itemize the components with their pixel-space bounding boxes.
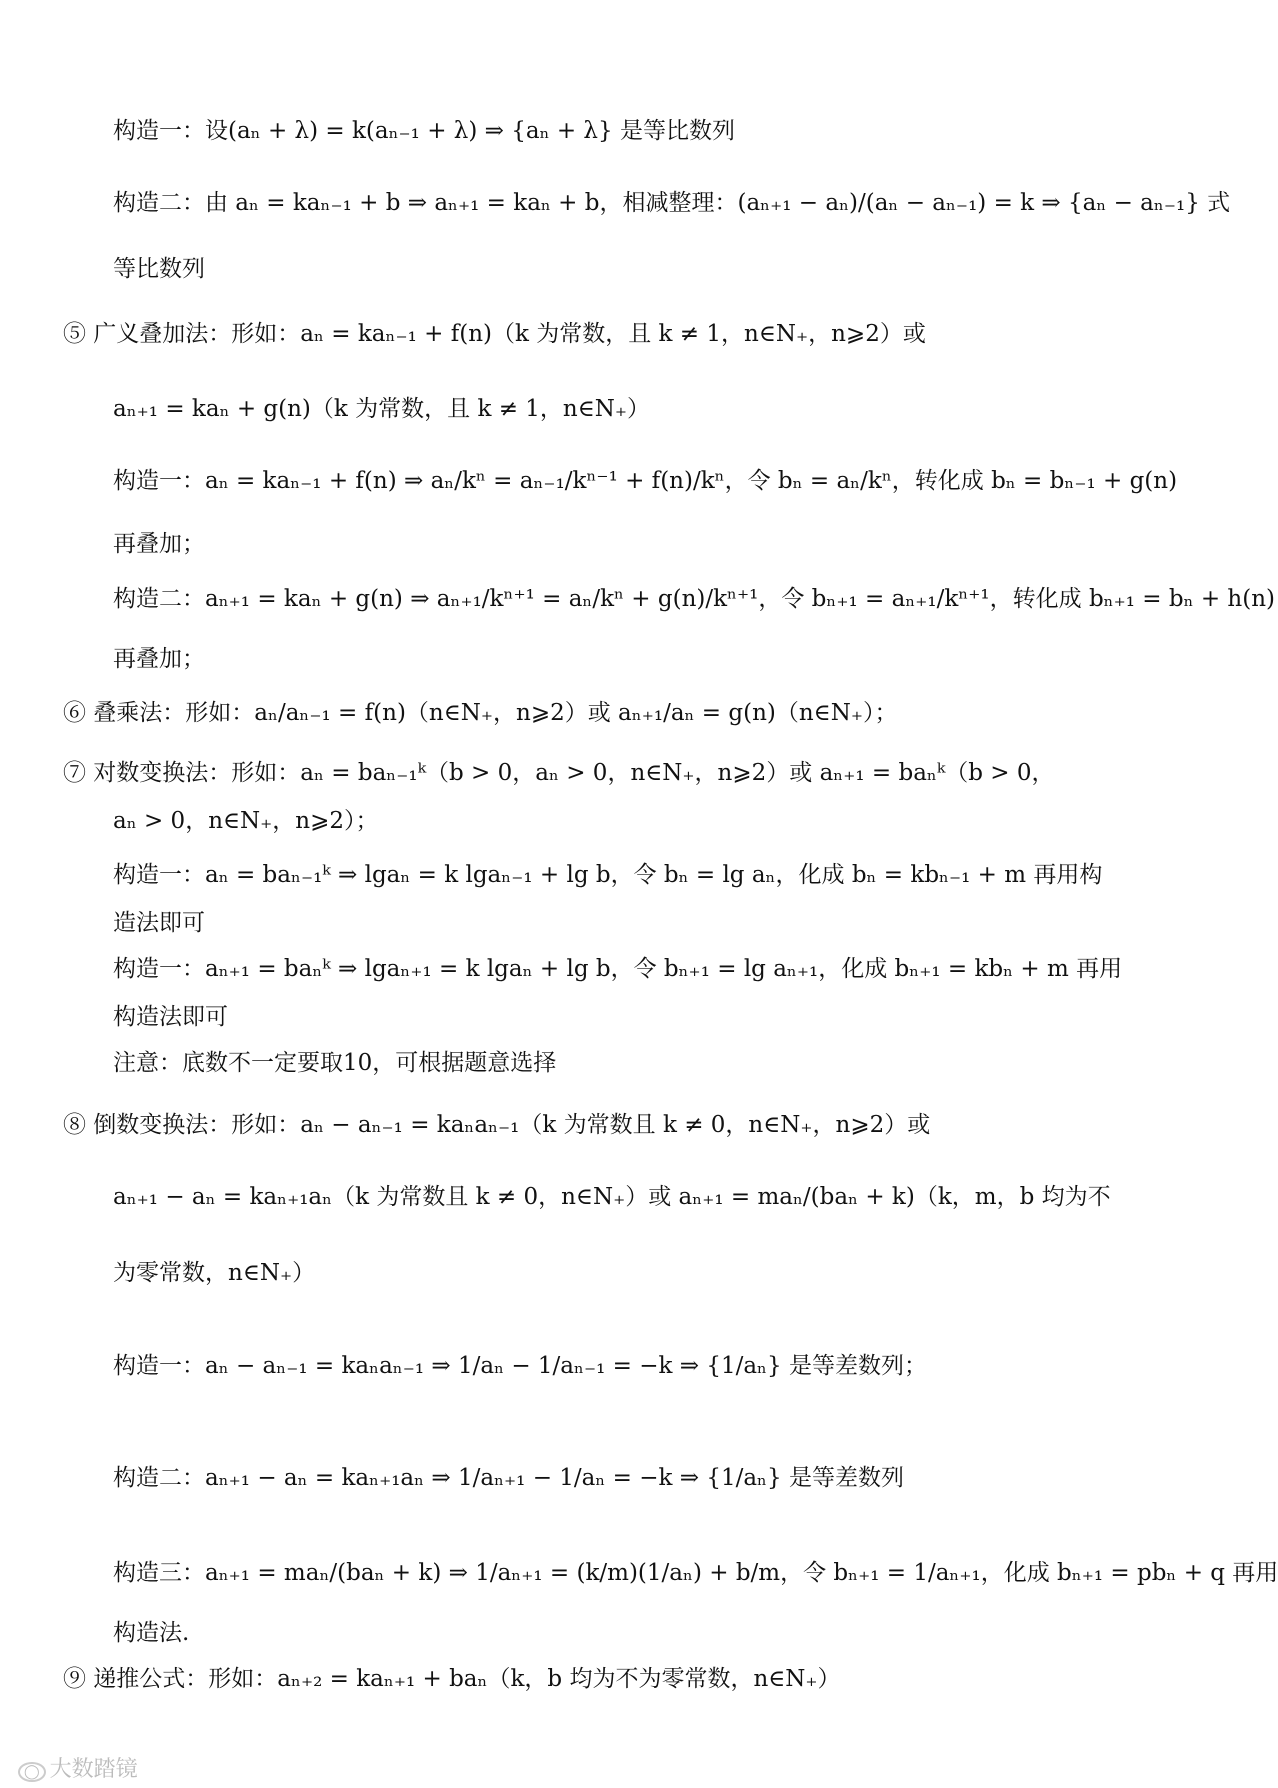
text-line-7: 构造二：aₙ₊₁ = kaₙ + g(n) ⇒ aₙ₊₁/kⁿ⁺¹ = aₙ/kⁿ + g(n)/kⁿ⁺¹，令 bₙ₊₁ = aₙ₊₁/kⁿ⁺¹，转化成 bₙ₊₁ = bₙ + h(n) (113, 586, 1276, 612)
text-line-21: 构造二：aₙ₊₁ − aₙ = kaₙ₊₁aₙ ⇒ 1/aₙ₊₁ − 1/aₙ = −k ⇒ {1/aₙ} 是等差数列 (113, 1465, 904, 1491)
text-line-15: 构造法即可 (113, 1004, 228, 1030)
watermark: ◯ 大数踏镜 (18, 1752, 138, 1783)
text-line-13: 造法即可 (113, 910, 205, 936)
watermark-logo-icon: ◯ (18, 1762, 46, 1782)
text-line-12: 构造一：aₙ = baₙ₋₁ᵏ ⇒ lgaₙ = k lgaₙ₋₁ + lg b，令 bₙ = lg aₙ，化成 bₙ = kbₙ₋₁ + m 再用构 (113, 862, 1103, 888)
text-line-19: 为零常数，n∈N₊） (113, 1260, 316, 1286)
text-line-14: 构造一：aₙ₊₁ = baₙᵏ ⇒ lgaₙ₊₁ = k lgaₙ + lg b，令 bₙ₊₁ = lg aₙ₊₁，化成 bₙ₊₁ = kbₙ + m 再用 (113, 956, 1123, 982)
text-line-20: 构造一：aₙ − aₙ₋₁ = kaₙaₙ₋₁ ⇒ 1/aₙ − 1/aₙ₋₁ = −k ⇒ {1/aₙ} 是等差数列； (113, 1353, 927, 1379)
text-line-10: ⑦ 对数变换法：形如：aₙ = baₙ₋₁ᵏ（b > 0，aₙ > 0，n∈N₊，n⩾2）或 aₙ₊₁ = baₙᵏ（b > 0， (63, 760, 1055, 786)
text-line-11: aₙ > 0，n∈N₊，n⩾2）； (113, 808, 379, 834)
text-line-0: 构造一：设(aₙ + λ) = k(aₙ₋₁ + λ) ⇒ {aₙ + λ} 是等比数列 (113, 118, 735, 144)
text-line-8: 再叠加； (113, 646, 205, 672)
text-line-1: 构造二：由 aₙ = kaₙ₋₁ + b ⇒ aₙ₊₁ = kaₙ + b，相减整理：(aₙ₊₁ − aₙ)/(aₙ − aₙ₋₁) = k ⇒ {aₙ − aₙ₋₁} 式 (113, 190, 1231, 216)
text-line-18: aₙ₊₁ − aₙ = kaₙ₊₁aₙ（k 为常数且 k ≠ 0，n∈N₊）或 aₙ₊₁ = maₙ/(baₙ + k)（k，m，b 均为不 (113, 1184, 1111, 1210)
text-line-5: 构造一：aₙ = kaₙ₋₁ + f(n) ⇒ aₙ/kⁿ = aₙ₋₁/kⁿ⁻¹ + f(n)/kⁿ，令 bₙ = aₙ/kⁿ，转化成 bₙ = bₙ₋₁ + g(n) (113, 468, 1178, 494)
text-line-6: 再叠加； (113, 531, 205, 557)
text-line-24: ⑨ 递推公式：形如：aₙ₊₂ = kaₙ₊₁ + baₙ（k，b 均为不为零常数，n∈N₊） (63, 1666, 841, 1692)
text-line-23: 构造法. (113, 1620, 190, 1646)
text-line-17: ⑧ 倒数变换法：形如：aₙ − aₙ₋₁ = kaₙaₙ₋₁（k 为常数且 k ≠ 0，n∈N₊，n⩾2）或 (63, 1112, 931, 1138)
text-line-22: 构造三：aₙ₊₁ = maₙ/(baₙ + k) ⇒ 1/aₙ₊₁ = (k/m)(1/aₙ) + b/m，令 bₙ₊₁ = 1/aₙ₊₁，化成 bₙ₊₁ = pbₙ + q 再用 (113, 1560, 1278, 1586)
text-line-3: ⑤ 广义叠加法：形如：aₙ = kaₙ₋₁ + f(n)（k 为常数，且 k ≠ 1，n∈N₊，n⩾2）或 (63, 321, 926, 347)
text-line-16: 注意：底数不一定要取10，可根据题意选择 (113, 1050, 557, 1076)
text-line-4: aₙ₊₁ = kaₙ + g(n)（k 为常数，且 k ≠ 1，n∈N₊） (113, 396, 651, 422)
text-line-2: 等比数列 (113, 256, 205, 282)
text-line-9: ⑥ 叠乘法：形如：aₙ/aₙ₋₁ = f(n)（n∈N₊，n⩾2）或 aₙ₊₁/aₙ = g(n)（n∈N₊）； (63, 700, 898, 726)
